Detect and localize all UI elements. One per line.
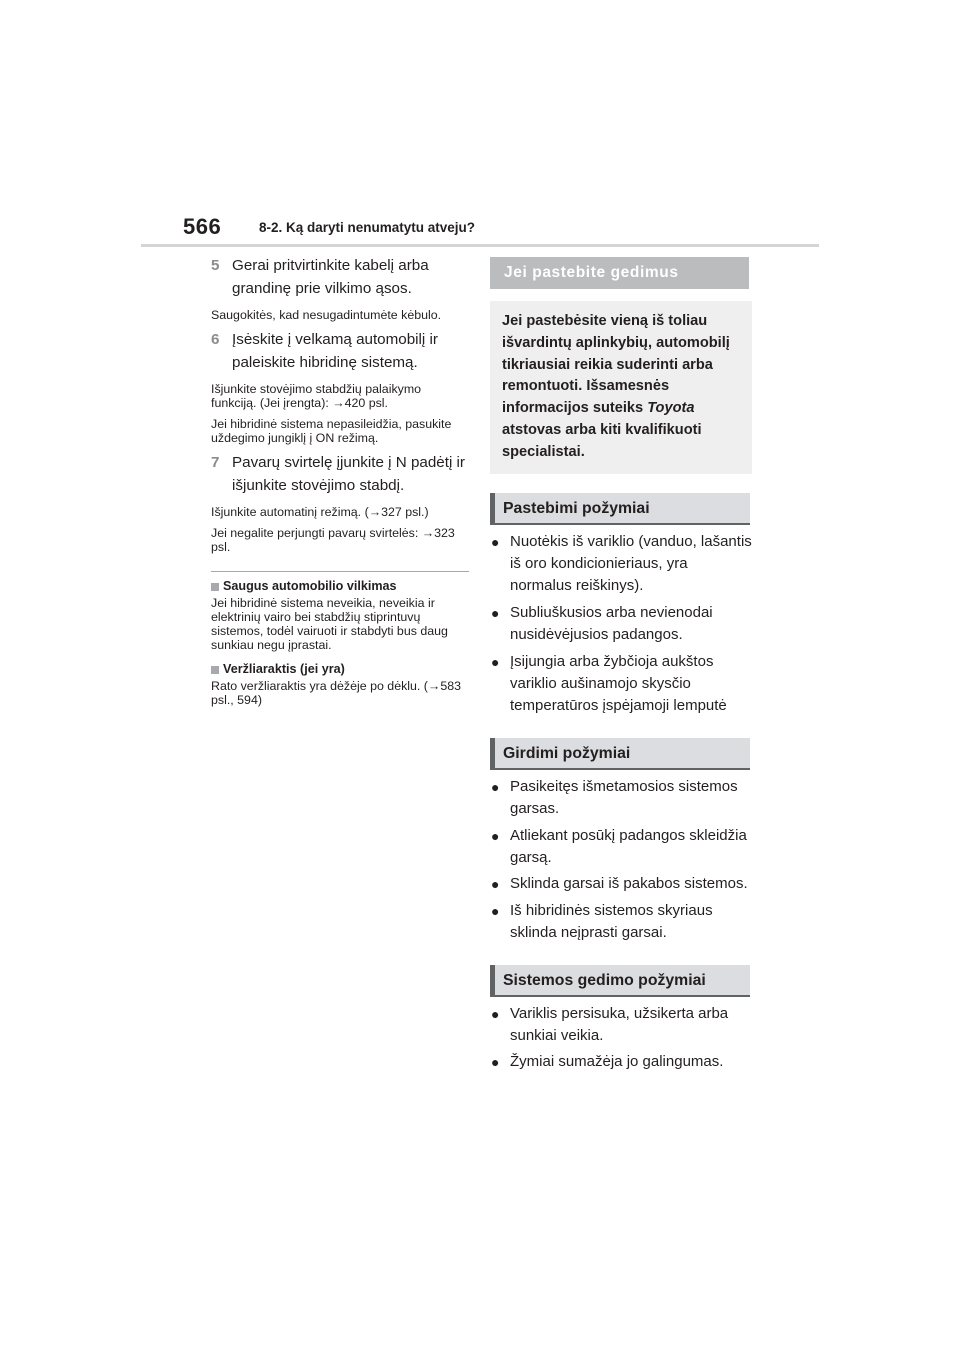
list-item: ● Variklis persisuka, užsikerta arba sunkiai veikia. [490,1003,752,1048]
step-number: 5 [211,257,220,274]
step-note: Jei negalite perjungti pavarų svirtelės: →323 psl. [211,526,455,554]
bullet-list [490,1003,752,1074]
page-number: 566 [183,214,222,239]
step-6 [211,329,469,445]
step-note: Išjunkite automatinį režimą. (→327 psl.) [211,505,429,519]
step-note: Jei hibridinė sistema nepasileidžia, pasukite uždegimo jungiklį į ON režimą. [211,417,452,445]
section-title-operational: Sistemos gedimo požymiai [490,965,750,997]
bullet-icon: ● [491,533,500,550]
bullet-list [490,776,752,945]
step-7 [211,452,469,554]
step-text: Įsėskite į velkamą automobilį ir paleiskite hibridinę sistemą. [232,331,438,371]
intro-text-end: atstovas arba kiti kvalifikuoti specialistai. [502,421,702,460]
section-title-audible: Girdimi požymiai [490,738,750,770]
subsection-safe-towing [211,579,469,652]
list-item: ● Sklinda garsai iš pakabos sistemos. [490,873,752,895]
list-item: ● Atliekant posūkį padangos skleidžia garsą. [490,825,752,870]
bullet-icon: ● [491,827,500,844]
intro-box [490,301,752,474]
subsection-body: Rato veržliaraktis yra dėžėje po dėklu. (→583 psl., 594) [211,679,461,707]
intro-text: Jei pastebėsite vieną iš toliau išvardintų aplinkybių, automobilį tikriausiai reikia suderinti arba remontuoti. Išsamesnės informacijos suteiks [502,313,730,417]
square-bullet-icon [211,666,219,674]
step-note: Išjunkite stovėjimo stabdžių palaikymo funkciją. (Jei įrengta): →420 psl. [211,382,422,410]
header-divider [141,244,819,247]
right-column [490,257,752,1078]
section-title: 8-2. Ką daryti nenumatytu atveju? [259,220,476,235]
bullet-icon: ● [491,653,500,670]
step-text: Gerai pritvirtinkite kabelį arba grandinę prie vilkimo ąsos. [232,257,429,297]
subsection-title: Saugus automobilio vilkimas [223,579,397,593]
bullet-icon: ● [491,1054,500,1071]
subsection-title: Veržliaraktis (jei yra) [223,662,345,676]
square-bullet-icon [211,583,219,591]
section-title-visible: Pastebimi požymiai [490,493,750,525]
list-item: ● Iš hibridinės sistemos skyriaus sklinda neįprasti garsai. [490,900,752,945]
step-number: 6 [211,331,220,348]
step-number: 7 [211,454,220,471]
list-item: ● Nuotėkis iš variklio (vanduo, lašantis iš oro kondicionieriaus, yra normalus reiškinys). [490,531,752,598]
step-text: Pavarų svirtelę įjunkite į N padėtį ir išjunkite stovėjimo stabdį. [232,454,465,494]
column-divider [211,571,469,572]
main-section-title: Jei pastebite gedimus [490,257,749,289]
bullet-list [490,531,752,718]
bullet-icon: ● [491,604,500,621]
subsection-body: Jei hibridinė sistema neveikia, neveikia ir elektrinių vairo bei stabdžių stiprintuvų sistemos, todėl vairuoti ir stabdyti bus daug sunkiau negu įprastai. [211,596,448,652]
step-note: Saugokitės, kad nesugadintumėte kėbulo. [211,308,442,322]
bullet-icon: ● [491,876,500,893]
left-column [211,255,469,717]
bullet-icon: ● [491,778,500,795]
list-item: ● Žymiai sumažėja jo galingumas. [490,1051,752,1073]
list-item: ● Subliuškusios arba nevienodai nusidėvėjusios padangos. [490,602,752,647]
brand-name: Toyota [647,400,695,417]
step-5 [211,255,469,322]
bullet-icon: ● [491,1005,500,1022]
subsection-wrench [211,662,469,707]
list-item: ● Įsijungia arba žybčioja aukštos variklio aušinamojo skysčio temperatūros įspėjamoji lemputė [490,651,752,718]
bullet-icon: ● [491,902,500,919]
list-item: ● Pasikeitęs išmetamosios sistemos garsas. [490,776,752,821]
